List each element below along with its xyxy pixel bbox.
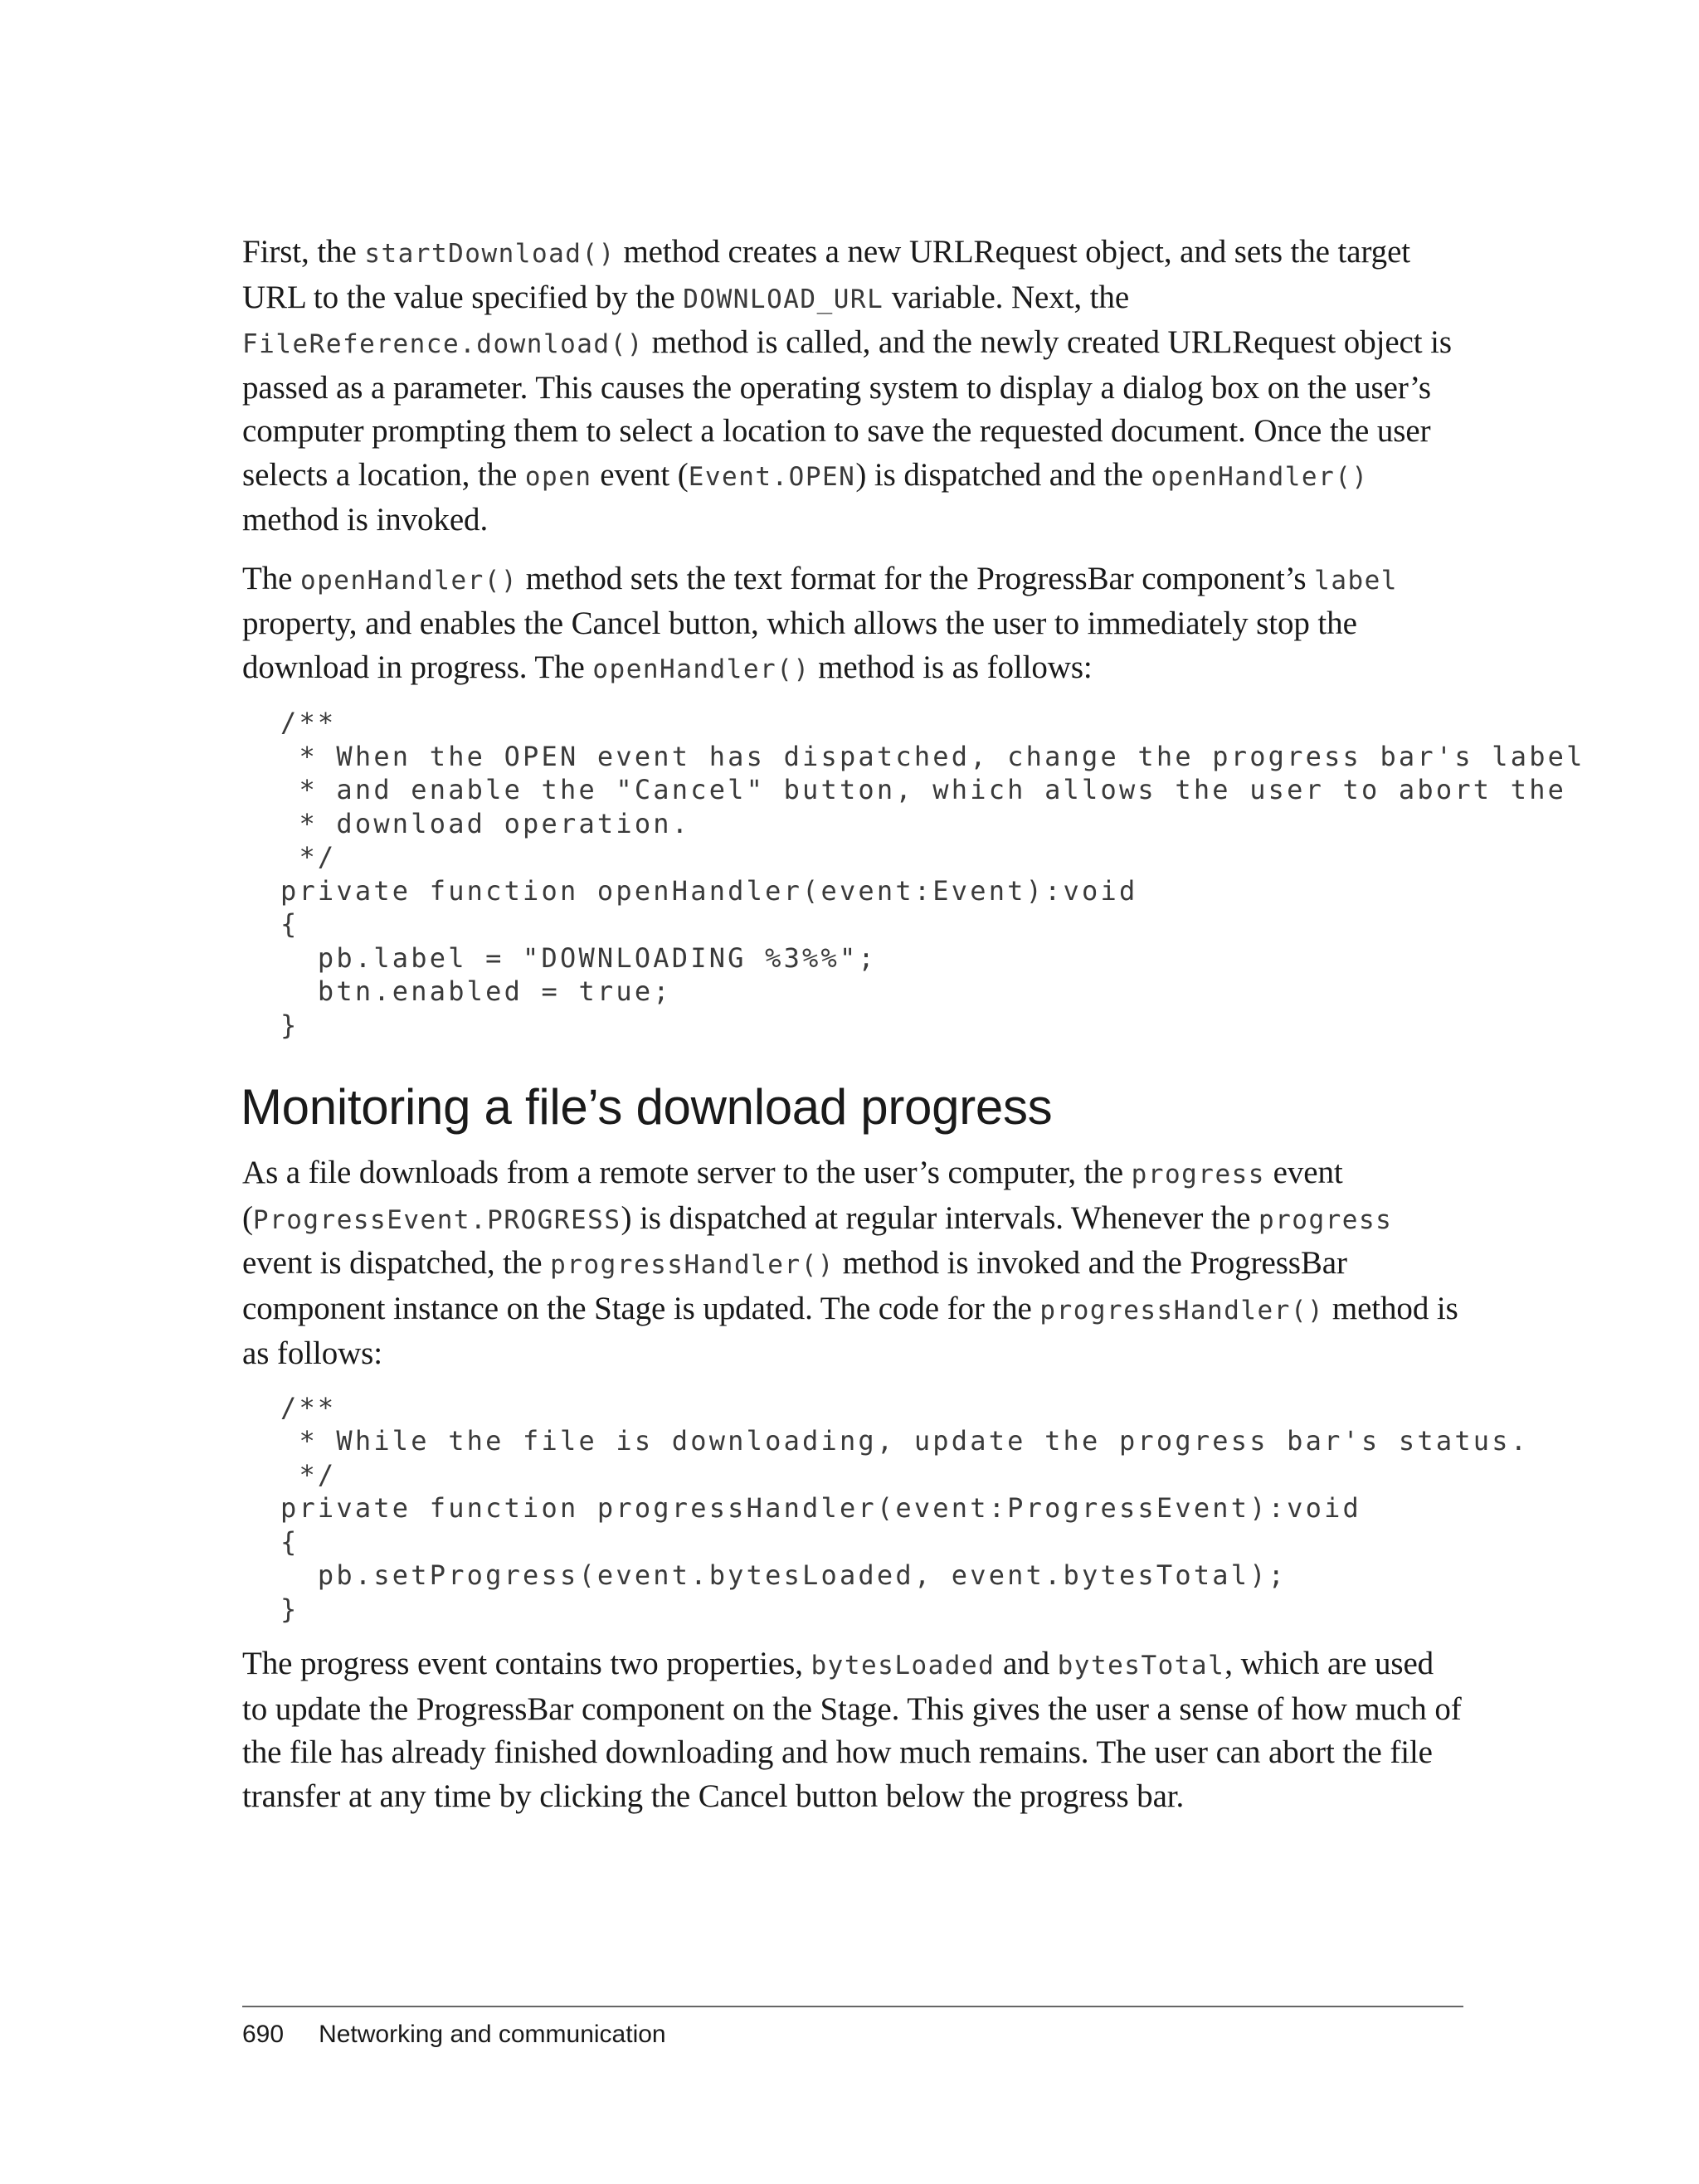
inline-code: progress [1131,1160,1265,1189]
page-number: 690 [242,2021,285,2048]
text-run: ) is dispatched at regular intervals. Whenever the [621,1199,1258,1236]
inline-code: bytesLoaded [811,1651,996,1681]
inline-code: startDownload() [364,239,616,269]
text-run: , which are used to update the ProgressBar component on the Stage. This gives the user a sense of how much of the file has already finished downloading and how much remains. The user can abort the file transfer at any time by clicking the Cancel button below the progress bar. [242,1646,1462,1814]
text-run: method sets the text format for the ProgressBar component’s [518,560,1315,596]
text-run: ) is dispatched and the [855,456,1151,493]
inline-code: label [1314,565,1398,596]
inline-code: openHandler() [299,565,518,596]
text-run: The progress event contains two properties, [242,1646,811,1681]
inline-code: progressHandler() [550,1250,835,1280]
text-run: method is called, and the newly created URLRequest object is passed as a parameter. This causes the operating system to display a dialog box on the user’s computer prompting them to select a location to save the requested document. Once the user selects a location, the [242,324,1452,493]
code-block-open-handler: /** * When the OPEN event has dispatched, change the progress bar's label * and enable the "Cancel" button, which allows the user to abort the * download operation. */ private function openHandler(event:Event):void { pb.label = "DOWNLOADING %3%%"; btn.enabled = true; } [280,707,1585,1041]
inline-code: Event.OPEN [688,461,856,492]
text-run: method creates a new URLRequest object, and sets the target URL to the value specified by the [242,234,1411,315]
inline-code: openHandler() [1151,461,1369,492]
text-run: As a file downloads from a remote server to the user’s computer, the [242,1155,1132,1190]
inline-code: progress [1258,1204,1393,1235]
footer-divider [242,2006,1463,2007]
inline-code: progressHandler() [1039,1295,1325,1325]
inline-code: DOWNLOAD_URL [683,284,884,314]
inline-code: FileReference.download() [242,329,644,359]
inline-code: ProgressEvent.PROGRESS [252,1204,621,1235]
page-footer [242,2019,666,2050]
text-run: and [995,1646,1058,1681]
text-run: property, and enables the Cancel button, which allows the user to immediately stop the download in progress. The [242,606,1357,685]
inline-code: open [524,461,592,492]
text-run: method is invoked and the ProgressBar component instance on the Stage is updated. The code for the [242,1245,1347,1326]
inline-code: bytesTotal [1057,1651,1225,1681]
paragraph-progress-event [242,1151,1463,1376]
text-run: method is as follows: [242,1290,1458,1371]
text-run: variable. Next, the [884,279,1130,315]
section-heading: Monitoring a file’s download progress [241,1079,1053,1135]
code-block-progress-handler: /** * While the file is downloading, update the progress bar's status. */ private function progressHandler(event:ProgressEvent):void { pb.setProgress(event.bytesLoaded, event.bytesTotal); } [280,1391,1530,1625]
text-run: First, the [242,234,365,270]
text-run: event ( [242,1155,1343,1236]
text-run: method is as follows: [810,649,1093,685]
inline-code: openHandler() [592,654,811,684]
section-title: Networking and communication [319,2021,666,2048]
paragraph-start-download [242,231,1463,542]
text-run: method is invoked. [242,502,489,537]
page-content [241,231,1585,1833]
text-run: The [242,560,300,596]
paragraph-open-handler [242,557,1463,692]
paragraph-bytes-properties [242,1642,1463,1818]
text-run: event ( [591,456,689,493]
text-run: event is dispatched, the [242,1245,551,1281]
